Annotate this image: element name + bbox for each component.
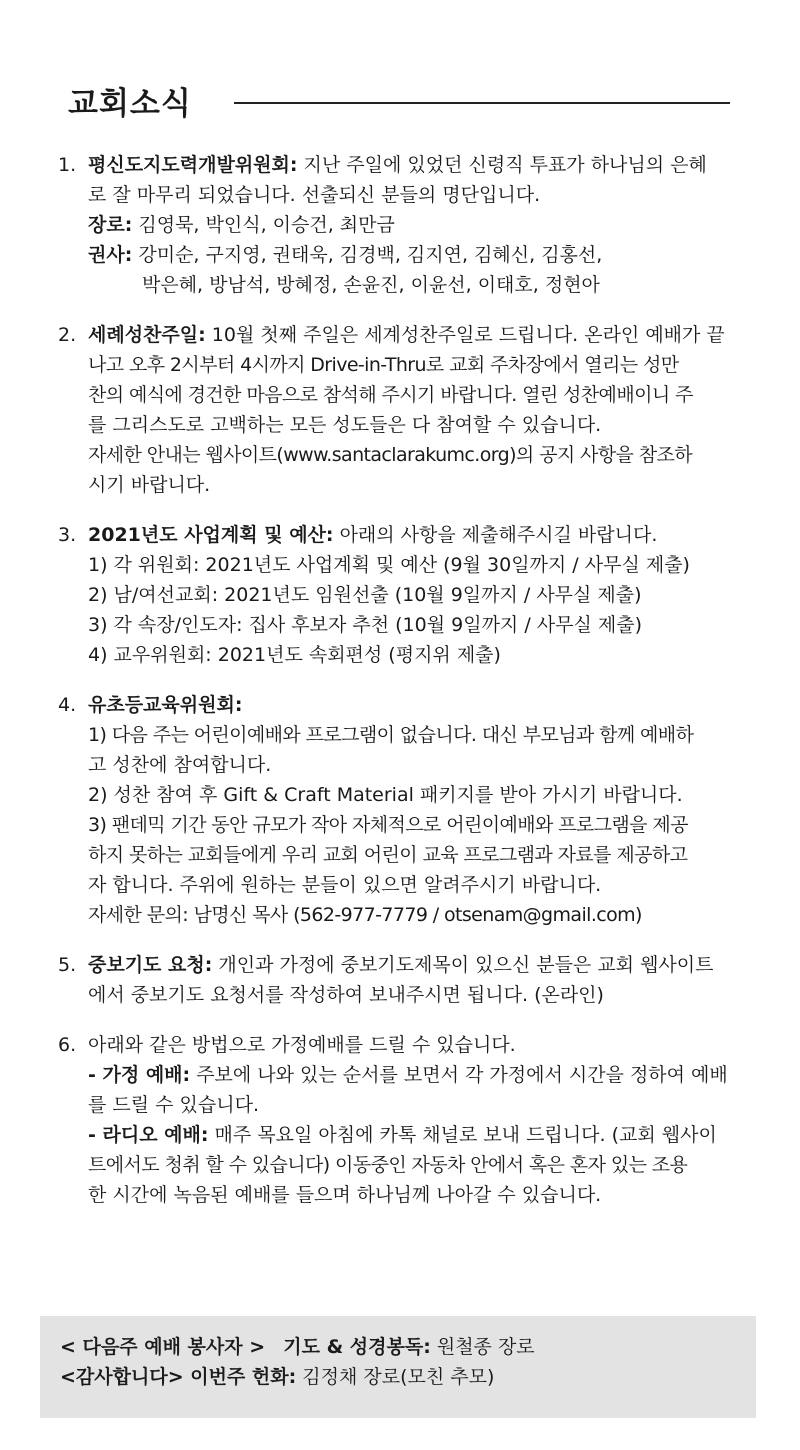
thanks-label: <감사합니다> 이번주 헌화: [60,1366,297,1388]
item-text: 를 그리스도로 고백하는 모든 성도들은 다 참여할 수 있습니다. [88,414,602,436]
item-text: 개인과 가정에 중보기도제목이 있으신 분들은 교회 웹사이트 [218,954,714,976]
item-text: 아래와 같은 방법으로 가정예배를 드릴 수 있습니다. [88,1034,516,1056]
footer-box [40,1316,756,1418]
deacon-names-cont: 박은혜, 방남석, 방혜정, 손윤진, 이윤선, 이태호, 정현아 [142,274,600,296]
item-number: 2. [58,324,77,346]
home-worship-label: - 가정 예배: [88,1064,191,1086]
news-item-1 [58,150,758,300]
item-title: 유초등교육위원회: [88,694,243,716]
news-item-6 [58,1030,758,1210]
item-text: 를 드릴 수 있습니다. [88,1094,259,1116]
prayer-label: 기도 & 성경봉독: [283,1336,431,1358]
item-title: 세례성찬주일: [88,324,206,346]
item-text: 트에서도 청취 할 수 있습니다) 이동중인 자동차 안에서 혹은 혼자 있는 조용 [88,1154,688,1176]
item-number: 1. [58,154,77,176]
item-text: 시기 바랍니다. [88,474,211,496]
item-text: 1) 각 위원회: 2021년도 사업계획 및 예산 (9월 30일까지 / 사무실 제출) [88,554,690,576]
item-text: 에서 중보기도 요청서를 작성하여 보내주시면 됩니다. (온라인) [88,984,604,1006]
news-item-4 [58,690,758,930]
contact-text: 자세한 문의: 남명신 목사 (562-977-7779 / otsenam@gmail.com) [88,904,642,926]
title-rule [234,102,730,104]
news-item-3 [58,520,758,670]
item-number: 5. [58,954,77,976]
item-number: 3. [58,524,77,546]
item-text: 고 성찬에 참여합니다. [88,754,272,776]
section-header [68,78,732,122]
item-text: 매주 목요일 아침에 카톡 채널로 보내 드립니다. (교회 웹사이 [214,1124,717,1146]
item-number: 6. [58,1034,77,1056]
news-item-2 [58,320,758,500]
item-text: 로 잘 마무리 되었습니다. 선출되신 분들의 명단입니다. [88,184,541,206]
elder-names: 김영묵, 박인식, 이승건, 최만금 [138,214,395,236]
deacon-names: 강미순, 구지영, 권태욱, 김경백, 김지연, 김혜신, 김홍선, [138,244,603,266]
item-title: 2021년도 사업계획 및 예산: [88,524,334,546]
item-text: 4) 교우위원회: 2021년도 속회편성 (평지위 제출) [88,644,501,666]
item-text: 주보에 나와 있는 순서를 보면서 각 가정에서 시간을 정하여 예배 [196,1064,728,1086]
prayer-value: 원철종 장로 [436,1336,535,1358]
item-text: 자세한 안내는 웹사이트(www.santaclarakumc.org)의 공지 사항을 참조하 [88,444,692,466]
item-text: 자 합니다. 주위에 원하는 분들이 있으면 알려주시기 바랍니다. [88,874,602,896]
deacon-label: 권사: [88,244,133,266]
thanks-value: 김정채 장로(모친 추모) [302,1366,495,1388]
item-text: 한 시간에 녹음된 예배를 들으며 하나님께 나아갈 수 있습니다. [88,1184,602,1206]
item-text: 10월 첫째 주일은 세계성찬주일로 드립니다. 온라인 예배가 끝 [211,324,725,346]
item-text: 2) 남/여선교회: 2021년도 임원선출 (10월 9일까지 / 사무실 제출) [88,584,642,606]
item-text: 3) 팬데믹 기간 동안 규모가 작아 자체적으로 어린이예배와 프로그램을 제공 [88,814,688,836]
item-title: 중보기도 요청: [88,954,213,976]
item-number: 4. [58,694,77,716]
item-text: 하지 못하는 교회들에게 우리 교회 어린이 교육 프로그램과 자료를 제공하고 [88,844,688,866]
item-text: 1) 다음 주는 어린이예배와 프로그램이 없습니다. 대신 부모님과 함께 예배하 [88,724,694,746]
item-text: 2) 성찬 참여 후 Gift & Craft Material 패키지를 받아 가시기 바랍니다. [88,784,683,806]
item-text: 나고 오후 2시부터 4시까지 Drive-in-Thru로 교회 주차장에서 열리는 성만 [88,354,679,376]
item-title: 평신도지도력개발위원회: [88,154,298,176]
item-text: 지난 주일에 있었던 신령직 투표가 하나님의 은혜 [303,154,707,176]
item-text: 3) 각 속장/인도자: 집사 후보자 추천 (10월 9일까지 / 사무실 제출) [88,614,642,636]
item-text: 아래의 사항을 제출해주시길 바랍니다. [339,524,658,546]
page-title: 교회소식 [68,86,192,122]
news-item-5 [58,950,758,1010]
item-text: 찬의 예식에 경건한 마음으로 참석해 주시기 바랍니다. 열린 성찬예배이니 주 [88,384,693,406]
next-servers-label: < 다음주 예배 봉사자 > [60,1336,266,1358]
radio-worship-label: - 라디오 예배: [88,1124,209,1146]
news-list [58,150,758,1230]
elder-label: 장로: [88,214,133,236]
